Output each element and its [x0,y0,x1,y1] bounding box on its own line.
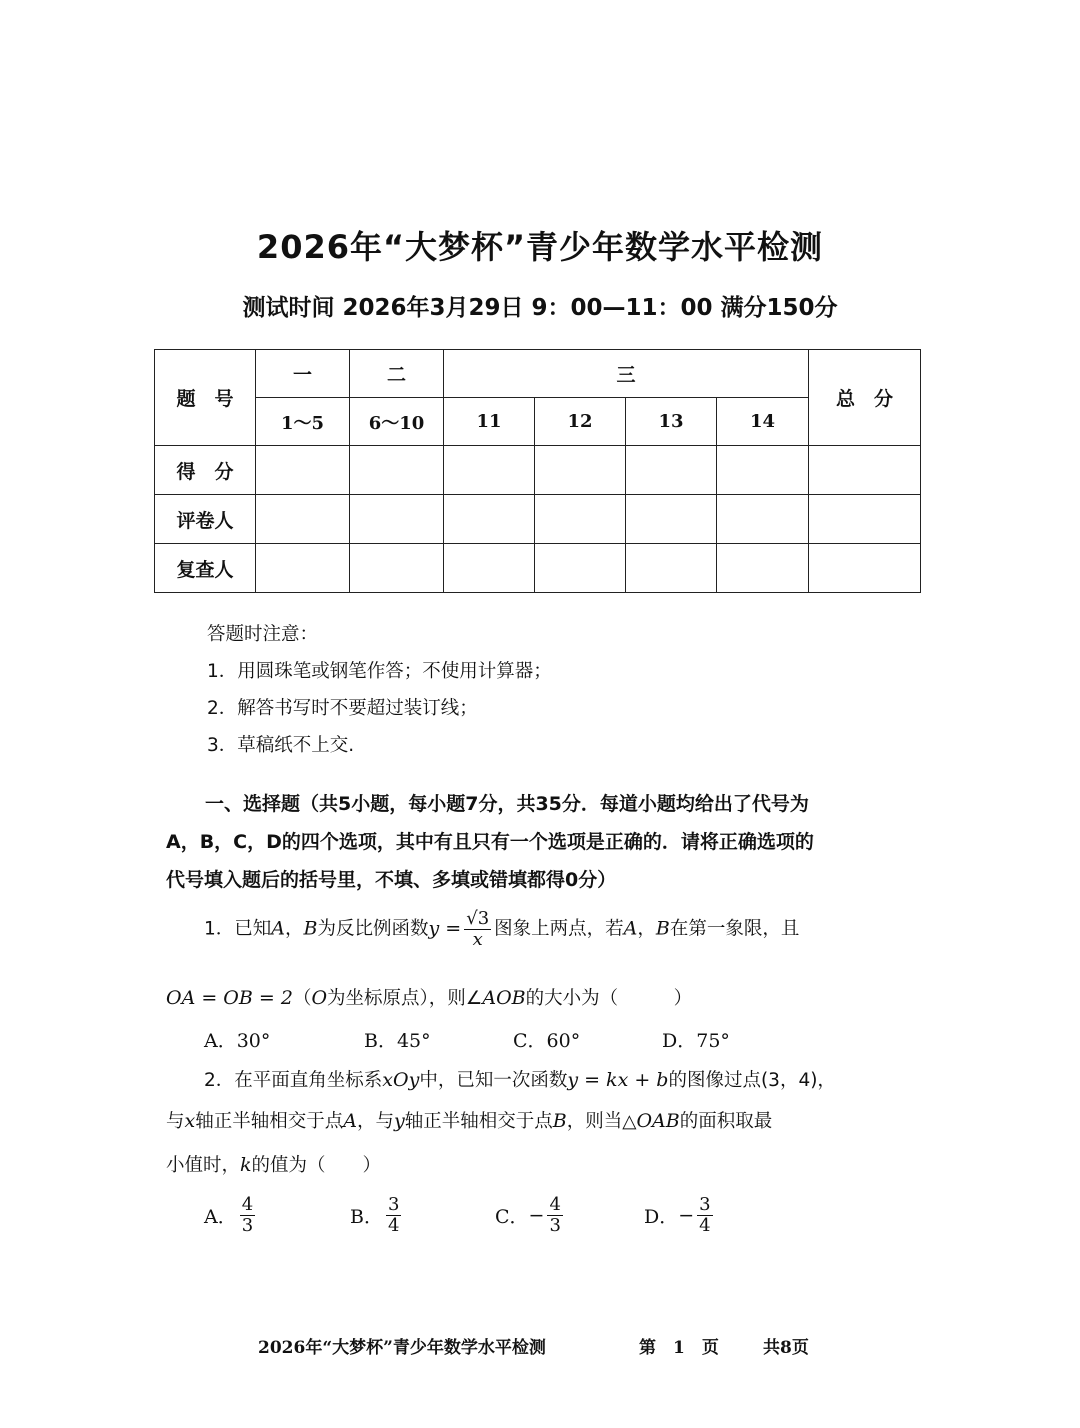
notice-item: 3．草稿纸不上交. [207,735,355,756]
option-c[interactable]: C．− $\frac{4}{3}$ [495,1194,561,1236]
question-1-line2: OA = OB = 2（O为坐标原点），则∠AOB的大小为（ ） [166,987,693,1009]
part-one-header: 一 [256,350,350,398]
section-line: 一、选择题（共5小题，每小题7分，共35分．每道小题均给出了代号为 [205,793,809,815]
score-cell[interactable] [350,446,444,495]
question-2-line1: 2．在平面直角坐标系xOy中，已知一次函数y = kx + b的图像过点(3，4)， [204,1069,836,1091]
total-score-header: 总 分 [809,350,921,446]
notice-heading: 答题时注意： [207,624,319,645]
score-cell[interactable] [626,446,717,495]
part-three-header: 三 [444,350,809,398]
score-table [154,349,921,593]
grader-row-label: 评卷人 [155,495,256,544]
footer-page-number: 第 1 页 [639,1338,719,1358]
option-a[interactable]: A． $\frac{4}{3}$ [204,1194,254,1236]
footer-total-pages: 共8页 [763,1338,809,1358]
grader-cell[interactable] [535,495,626,544]
grader-cell[interactable] [626,495,717,544]
grader-cell[interactable] [256,495,350,544]
score-cell[interactable] [809,446,921,495]
score-cell[interactable] [717,446,809,495]
question-1-line1: 1．已知A，B为反比例函数y = $\frac{√3}{x}$ 图象上两点，若A，B在第一象限，且 [204,908,800,950]
sub-col-header: 11 [444,398,535,446]
option-d[interactable]: D．75° [662,1030,730,1052]
question-2-line3: 小值时，k的值为（ ） [166,1154,382,1176]
reviewer-cell[interactable] [717,544,809,593]
sub-col-header: 1～5 [256,398,350,446]
question-2-options [204,1195,904,1251]
option-a[interactable]: A．30° [204,1030,271,1052]
score-row-label: 得 分 [155,446,256,495]
reviewer-cell[interactable] [809,544,921,593]
option-b[interactable]: B． $\frac{3}{4}$ [350,1194,400,1236]
question-2-line2: 与x轴正半轴相交于点A，与y轴正半轴相交于点B，则当△OAB的面积取最 [166,1110,773,1132]
reviewer-row-label: 复查人 [155,544,256,593]
grader-cell[interactable] [809,495,921,544]
option-b[interactable]: B．45° [364,1030,431,1052]
sub-col-header: 6～10 [350,398,444,446]
notice-item: 1．用圆珠笔或钢笔作答；不使用计算器； [207,661,552,682]
grader-cell[interactable] [444,495,535,544]
exam-time-info: 测试时间 2026年3月29日 9：00—11：00 满分150分 [242,295,838,321]
section-line: A，B，C，D的四个选项，其中有且只有一个选项是正确的．请将正确选项的 [166,831,814,853]
sub-col-header: 14 [717,398,809,446]
page-title: 2026年“大梦杯”青少年数学水平检测 [256,228,824,266]
reviewer-cell[interactable] [626,544,717,593]
footer-title: 2026年“大梦杯”青少年数学水平检测 [258,1338,546,1358]
fraction-sqrt3-over-x: $\frac{√3}{x}$ [466,908,490,950]
score-cell[interactable] [444,446,535,495]
section-one-instructions [166,785,914,899]
sub-col-header: 12 [535,398,626,446]
option-c[interactable]: C．60° [513,1030,581,1052]
reviewer-cell[interactable] [535,544,626,593]
reviewer-cell[interactable] [256,544,350,593]
sub-col-header: 13 [626,398,717,446]
reviewer-cell[interactable] [444,544,535,593]
question-1-options [204,1026,904,1052]
section-line: 代号填入题后的括号里，不填、多填或错填都得0分） [166,869,617,891]
grader-cell[interactable] [717,495,809,544]
score-cell[interactable] [256,446,350,495]
part-two-header: 二 [350,350,444,398]
notice-item: 2．解答书写时不要超过装订线； [207,698,478,719]
reviewer-cell[interactable] [350,544,444,593]
question-number-label: 题 号 [155,350,256,446]
grader-cell[interactable] [350,495,444,544]
score-cell[interactable] [535,446,626,495]
option-d[interactable]: D．− $\frac{3}{4}$ [644,1194,711,1236]
